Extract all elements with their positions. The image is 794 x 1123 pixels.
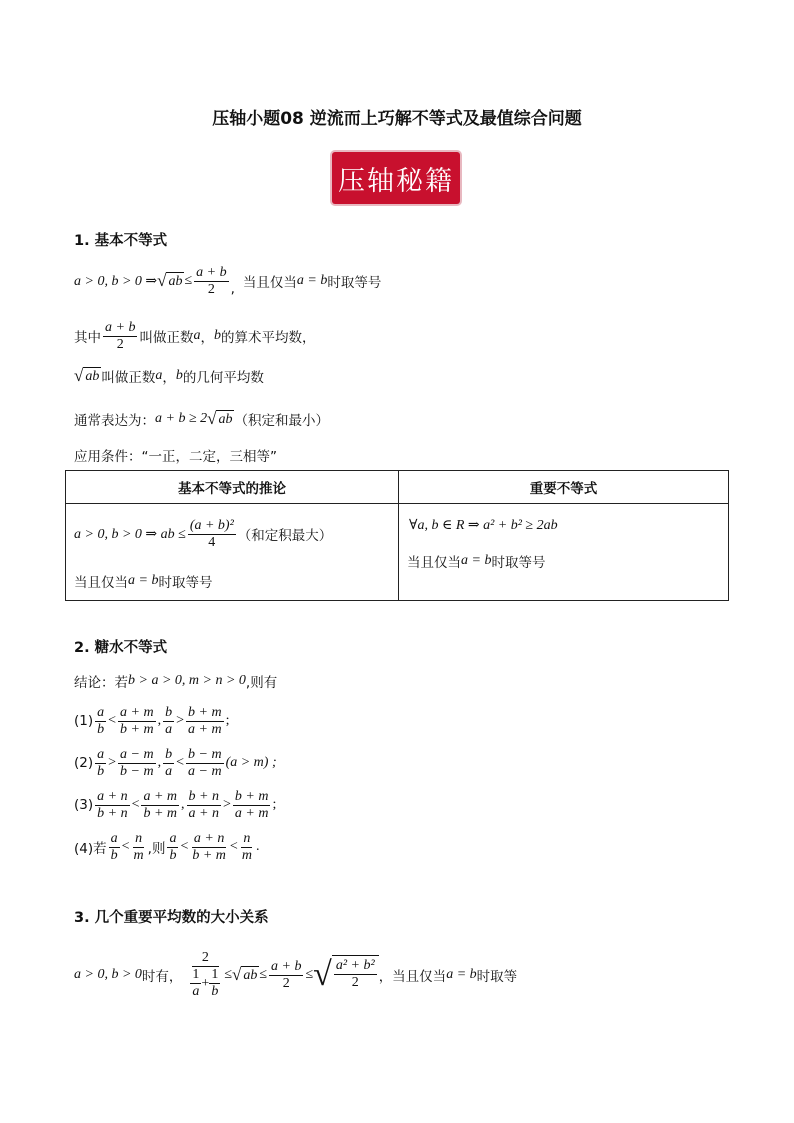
table-header-col2: 重要不等式 [399, 471, 729, 504]
table-cell-important: ∀a, b ∈ R ⇒ a² + b² ≥ 2ab 当且仅当 a = b 时取等号 [399, 504, 729, 601]
s2-item-3: (3) $\frac{a + n}{b + n}$ < $\frac{a + m}{b + m}$ , $\frac{b + n}{a + n}$ > $\frac{b + m}{a + m}$ ; [74, 788, 277, 821]
page-title: 压轴小题08 逆流而上巧解不等式及最值综合问题 [212, 109, 582, 129]
s1-line-3: √ ab 叫做正数 a ， b 的几何平均数 [74, 365, 264, 386]
section-2-heading: 2. 糖水不等式 [74, 640, 168, 656]
sqrt-ab: √ ab [157, 270, 183, 290]
sqrt-ab-4: √ ab [232, 964, 258, 984]
section-3-heading: 3. 几个重要平均数的大小关系 [74, 910, 269, 926]
root-mean-square: √ $\frac{\text{a² + b²}}{2}$ [313, 955, 379, 995]
s2-conclusion: 结论：若 b > a > 0, m > n > 0 ,则有 [74, 673, 278, 691]
badge-stamp [332, 152, 460, 204]
table-header-col1: 基本不等式的推论 [66, 471, 399, 504]
fraction-am-2: $\frac{a + b}{2}$ [105, 319, 136, 352]
arithmetic-mean: $\frac{a + b}{2}$ [271, 958, 302, 991]
fraction-am: $\frac{a + b}{2}$ [196, 264, 227, 297]
inequality-table [65, 470, 729, 601]
badge-text: 压轴秘籍 [338, 165, 454, 197]
s2-item-2: (2) $\frac{a}{b}$ > $\frac{a - m}{b - m}$ , $\frac{b}{a}$ < $\frac{b - m}{a - m}$ (a > m) ; [74, 746, 277, 779]
fraction-square: $\frac{\text{(a + b)²}}{4}$ [189, 517, 234, 550]
s1-line-1: a > 0, b > 0 ⇒ √ ab ≤ $\frac{a + b}{2}$ , 当且仅当 a = b 时取等号 [74, 264, 382, 297]
sqrt-ab-3: √ ab [207, 408, 233, 428]
s1-line-2: 其中 $\frac{a + b}{2}$ 叫做正数 a ， b 的算术平均数， [74, 319, 316, 352]
harmonic-mean: 2 $\frac{1}{a}$ + $\frac{1}{b}$ [192, 950, 219, 999]
table-cell-corollary: a > 0, b > 0 ⇒ ab ≤ $\frac{\text{(a + b)²}}{4}$ （和定积最大） 当且仅当 a = b 时取等号 [66, 504, 399, 601]
s2-item-1: (1) $\frac{a}{b}$ < $\frac{a + m}{b + m}$ , $\frac{b}{a}$ > $\frac{b + m}{a + m}$ ; [74, 704, 230, 737]
s1-line-4: 通常表达为： a + b ≥ 2 √ ab （积定和最小） [74, 408, 329, 429]
s1-line-5: 应用条件：“一正，二定，三相等” [74, 449, 277, 465]
s3-means-line: a > 0, b > 0 时有， 2 $\frac{1}{a}$ + $\frac{1}{b}$ ≤ √ ab ≤ $\frac{a + b}{2}$ ≤ √ $\frac{\text{a² + b²}}{2}$ ，当且仅当 a = b 时取等 [74, 950, 518, 999]
sqrt-ab-2: √ ab [74, 365, 100, 385]
section-1-heading: 1. 基本不等式 [74, 233, 168, 249]
s2-item-4: (4)若 $\frac{a}{b}$ < $\frac{n}{m}$ ,则 $\frac{a}{b}$ < $\frac{a + n}{b + m}$ < $\frac{n}{m}$ . [74, 830, 260, 863]
